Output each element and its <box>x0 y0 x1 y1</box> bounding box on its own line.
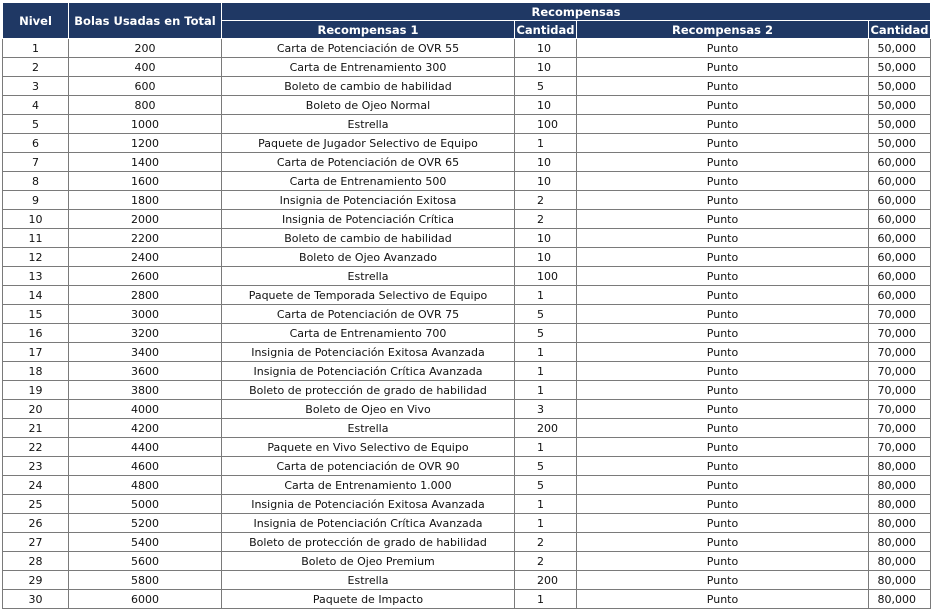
header-reward2: Recompensas 2 <box>577 21 869 39</box>
cell-qty1: 3 <box>515 400 577 419</box>
header-rewards: Recompensas <box>222 3 931 21</box>
table-row <box>3 248 931 267</box>
cell-reward1: Boleto de Ojeo Normal <box>222 96 515 115</box>
cell-balls-used: 3600 <box>69 362 222 381</box>
cell-balls-used: 2200 <box>69 229 222 248</box>
cell-level: 30 <box>3 590 69 609</box>
cell-qty1: 5 <box>515 324 577 343</box>
cell-reward1: Carta de Potenciación de OVR 65 <box>222 153 515 172</box>
table-row <box>3 172 931 191</box>
cell-balls-used: 6000 <box>69 590 222 609</box>
table-row <box>3 514 931 533</box>
cell-reward2: Punto <box>577 343 869 362</box>
cell-level: 15 <box>3 305 69 324</box>
cell-reward1: Carta de Entrenamiento 300 <box>222 58 515 77</box>
cell-balls-used: 200 <box>69 39 222 58</box>
cell-reward1: Insignia de Potenciación Crítica Avanzada <box>222 514 515 533</box>
header-level: Nivel <box>3 3 69 39</box>
table-row <box>3 438 931 457</box>
cell-level: 11 <box>3 229 69 248</box>
cell-reward2: Punto <box>577 381 869 400</box>
cell-balls-used: 1600 <box>69 172 222 191</box>
cell-reward2: Punto <box>577 476 869 495</box>
cell-reward1: Insignia de Potenciación Crítica <box>222 210 515 229</box>
cell-reward2: Punto <box>577 39 869 58</box>
table-row <box>3 134 931 153</box>
cell-level: 25 <box>3 495 69 514</box>
rewards-table <box>2 2 931 609</box>
cell-reward1: Carta de potenciación de OVR 90 <box>222 457 515 476</box>
cell-qty2: 80,000 <box>869 476 931 495</box>
cell-balls-used: 2400 <box>69 248 222 267</box>
table-row <box>3 400 931 419</box>
cell-level: 4 <box>3 96 69 115</box>
cell-reward2: Punto <box>577 362 869 381</box>
cell-reward1: Paquete de Impacto <box>222 590 515 609</box>
cell-reward1: Estrella <box>222 267 515 286</box>
cell-reward2: Punto <box>577 305 869 324</box>
cell-qty1: 100 <box>515 115 577 134</box>
cell-balls-used: 4000 <box>69 400 222 419</box>
cell-qty1: 200 <box>515 419 577 438</box>
cell-qty2: 80,000 <box>869 457 931 476</box>
cell-level: 22 <box>3 438 69 457</box>
cell-reward1: Boleto de cambio de habilidad <box>222 229 515 248</box>
cell-qty2: 70,000 <box>869 400 931 419</box>
cell-level: 29 <box>3 571 69 590</box>
cell-reward1: Carta de Entrenamiento 700 <box>222 324 515 343</box>
cell-balls-used: 800 <box>69 96 222 115</box>
cell-level: 3 <box>3 77 69 96</box>
cell-qty1: 10 <box>515 229 577 248</box>
cell-balls-used: 4800 <box>69 476 222 495</box>
cell-qty2: 60,000 <box>869 286 931 305</box>
table-row <box>3 210 931 229</box>
cell-reward1: Carta de Entrenamiento 500 <box>222 172 515 191</box>
cell-qty2: 80,000 <box>869 495 931 514</box>
cell-reward1: Estrella <box>222 115 515 134</box>
cell-qty1: 5 <box>515 77 577 96</box>
cell-balls-used: 5400 <box>69 533 222 552</box>
cell-qty1: 1 <box>515 590 577 609</box>
cell-reward2: Punto <box>577 172 869 191</box>
cell-qty2: 70,000 <box>869 438 931 457</box>
cell-level: 7 <box>3 153 69 172</box>
cell-reward2: Punto <box>577 533 869 552</box>
cell-reward2: Punto <box>577 286 869 305</box>
cell-reward1: Paquete de Jugador Selectivo de Equipo <box>222 134 515 153</box>
header-qty2: Cantidad <box>870 22 929 37</box>
cell-qty1: 1 <box>515 343 577 362</box>
table-row <box>3 115 931 134</box>
cell-qty2: 60,000 <box>869 229 931 248</box>
cell-qty2: 70,000 <box>869 324 931 343</box>
table-row <box>3 590 931 609</box>
header-row-top <box>3 3 931 21</box>
table-row <box>3 39 931 58</box>
cell-balls-used: 4400 <box>69 438 222 457</box>
cell-reward1: Insignia de Potenciación Exitosa <box>222 191 515 210</box>
cell-reward1: Boleto de Ojeo en Vivo <box>222 400 515 419</box>
cell-reward2: Punto <box>577 267 869 286</box>
cell-qty2: 50,000 <box>869 77 931 96</box>
cell-qty1: 1 <box>515 495 577 514</box>
cell-reward2: Punto <box>577 134 869 153</box>
cell-qty2: 80,000 <box>869 533 931 552</box>
cell-reward2: Punto <box>577 77 869 96</box>
cell-reward2: Punto <box>577 552 869 571</box>
table-row <box>3 286 931 305</box>
cell-qty2: 50,000 <box>869 96 931 115</box>
cell-level: 5 <box>3 115 69 134</box>
cell-balls-used: 4600 <box>69 457 222 476</box>
cell-level: 16 <box>3 324 69 343</box>
cell-reward2: Punto <box>577 210 869 229</box>
table-row <box>3 476 931 495</box>
cell-reward1: Estrella <box>222 419 515 438</box>
cell-qty1: 10 <box>515 248 577 267</box>
cell-qty1: 5 <box>515 305 577 324</box>
cell-level: 10 <box>3 210 69 229</box>
cell-level: 8 <box>3 172 69 191</box>
cell-qty2: 80,000 <box>869 590 931 609</box>
table-row <box>3 343 931 362</box>
table-row <box>3 153 931 172</box>
cell-qty1: 5 <box>515 457 577 476</box>
cell-qty1: 1 <box>515 438 577 457</box>
cell-balls-used: 1800 <box>69 191 222 210</box>
cell-reward1: Boleto de Ojeo Avanzado <box>222 248 515 267</box>
cell-reward2: Punto <box>577 495 869 514</box>
cell-level: 12 <box>3 248 69 267</box>
table-row <box>3 552 931 571</box>
cell-qty2: 60,000 <box>869 248 931 267</box>
cell-reward2: Punto <box>577 229 869 248</box>
cell-balls-used: 400 <box>69 58 222 77</box>
cell-reward2: Punto <box>577 96 869 115</box>
cell-qty1: 1 <box>515 381 577 400</box>
cell-qty1: 100 <box>515 267 577 286</box>
cell-qty2: 50,000 <box>869 134 931 153</box>
cell-reward1: Estrella <box>222 571 515 590</box>
cell-level: 28 <box>3 552 69 571</box>
table-row <box>3 571 931 590</box>
cell-qty2: 70,000 <box>869 362 931 381</box>
cell-balls-used: 2000 <box>69 210 222 229</box>
cell-reward1: Insignia de Potenciación Exitosa Avanzada <box>222 495 515 514</box>
cell-qty1: 10 <box>515 153 577 172</box>
cell-qty1: 1 <box>515 134 577 153</box>
cell-reward1: Boleto de Ojeo Premium <box>222 552 515 571</box>
cell-qty1: 10 <box>515 96 577 115</box>
cell-qty2: 70,000 <box>869 381 931 400</box>
table-row <box>3 324 931 343</box>
cell-qty2: 50,000 <box>869 115 931 134</box>
cell-reward2: Punto <box>577 514 869 533</box>
cell-reward2: Punto <box>577 400 869 419</box>
cell-qty2: 80,000 <box>869 514 931 533</box>
cell-qty1: 2 <box>515 210 577 229</box>
cell-qty1: 200 <box>515 571 577 590</box>
cell-balls-used: 5200 <box>69 514 222 533</box>
cell-level: 19 <box>3 381 69 400</box>
table-body <box>3 39 931 609</box>
table-row <box>3 77 931 96</box>
cell-balls-used: 5600 <box>69 552 222 571</box>
cell-qty2: 70,000 <box>869 305 931 324</box>
cell-level: 21 <box>3 419 69 438</box>
cell-reward1: Paquete en Vivo Selectivo de Equipo <box>222 438 515 457</box>
cell-qty1: 2 <box>515 191 577 210</box>
cell-qty2: 50,000 <box>869 58 931 77</box>
cell-qty1: 10 <box>515 39 577 58</box>
cell-reward1: Insignia de Potenciación Crítica Avanzada <box>222 362 515 381</box>
cell-reward2: Punto <box>577 115 869 134</box>
cell-reward1: Boleto de protección de grado de habilidad <box>222 533 515 552</box>
cell-reward2: Punto <box>577 590 869 609</box>
table-row <box>3 381 931 400</box>
table-row <box>3 362 931 381</box>
cell-qty1: 2 <box>515 533 577 552</box>
cell-balls-used: 1200 <box>69 134 222 153</box>
cell-qty2: 50,000 <box>869 39 931 58</box>
cell-reward2: Punto <box>577 438 869 457</box>
header-qty1: Cantidad <box>516 22 575 37</box>
cell-reward1: Paquete de Temporada Selectivo de Equipo <box>222 286 515 305</box>
cell-reward1: Carta de Potenciación de OVR 55 <box>222 39 515 58</box>
cell-qty2: 70,000 <box>869 419 931 438</box>
cell-level: 6 <box>3 134 69 153</box>
cell-balls-used: 2800 <box>69 286 222 305</box>
cell-level: 13 <box>3 267 69 286</box>
cell-balls-used: 3400 <box>69 343 222 362</box>
table-row <box>3 267 931 286</box>
cell-level: 26 <box>3 514 69 533</box>
cell-balls-used: 5800 <box>69 571 222 590</box>
cell-qty1: 10 <box>515 172 577 191</box>
cell-reward2: Punto <box>577 571 869 590</box>
cell-balls-used: 1000 <box>69 115 222 134</box>
cell-reward2: Punto <box>577 153 869 172</box>
table-row <box>3 305 931 324</box>
cell-qty2: 60,000 <box>869 267 931 286</box>
cell-balls-used: 3800 <box>69 381 222 400</box>
cell-balls-used: 1400 <box>69 153 222 172</box>
cell-qty2: 80,000 <box>869 552 931 571</box>
cell-level: 20 <box>3 400 69 419</box>
table-row <box>3 229 931 248</box>
cell-qty1: 1 <box>515 286 577 305</box>
table-row <box>3 58 931 77</box>
cell-level: 17 <box>3 343 69 362</box>
cell-reward1: Boleto de protección de grado de habilidad <box>222 381 515 400</box>
table-row <box>3 495 931 514</box>
cell-balls-used: 600 <box>69 77 222 96</box>
cell-level: 18 <box>3 362 69 381</box>
table-row <box>3 457 931 476</box>
cell-reward2: Punto <box>577 191 869 210</box>
cell-qty1: 1 <box>515 362 577 381</box>
table-row <box>3 533 931 552</box>
cell-level: 14 <box>3 286 69 305</box>
cell-balls-used: 3000 <box>69 305 222 324</box>
cell-reward1: Carta de Entrenamiento 1.000 <box>222 476 515 495</box>
cell-qty2: 60,000 <box>869 153 931 172</box>
header-balls-used: Bolas Usadas en Total <box>69 3 222 39</box>
cell-qty1: 10 <box>515 58 577 77</box>
cell-reward2: Punto <box>577 58 869 77</box>
table-row <box>3 96 931 115</box>
cell-level: 2 <box>3 58 69 77</box>
cell-reward2: Punto <box>577 457 869 476</box>
cell-qty2: 60,000 <box>869 210 931 229</box>
cell-qty2: 60,000 <box>869 172 931 191</box>
cell-reward1: Boleto de cambio de habilidad <box>222 77 515 96</box>
cell-qty2: 60,000 <box>869 191 931 210</box>
cell-balls-used: 5000 <box>69 495 222 514</box>
cell-balls-used: 2600 <box>69 267 222 286</box>
table-row <box>3 419 931 438</box>
cell-level: 9 <box>3 191 69 210</box>
cell-reward1: Carta de Potenciación de OVR 75 <box>222 305 515 324</box>
cell-balls-used: 4200 <box>69 419 222 438</box>
cell-qty1: 5 <box>515 476 577 495</box>
cell-balls-used: 3200 <box>69 324 222 343</box>
table-row <box>3 191 931 210</box>
cell-level: 23 <box>3 457 69 476</box>
header-reward1: Recompensas 1 <box>222 21 515 39</box>
cell-reward2: Punto <box>577 248 869 267</box>
cell-qty2: 80,000 <box>869 571 931 590</box>
cell-reward1: Insignia de Potenciación Exitosa Avanzada <box>222 343 515 362</box>
cell-level: 1 <box>3 39 69 58</box>
cell-level: 24 <box>3 476 69 495</box>
cell-qty1: 2 <box>515 552 577 571</box>
cell-level: 27 <box>3 533 69 552</box>
cell-reward2: Punto <box>577 324 869 343</box>
cell-reward2: Punto <box>577 419 869 438</box>
cell-qty2: 70,000 <box>869 343 931 362</box>
cell-qty1: 1 <box>515 514 577 533</box>
